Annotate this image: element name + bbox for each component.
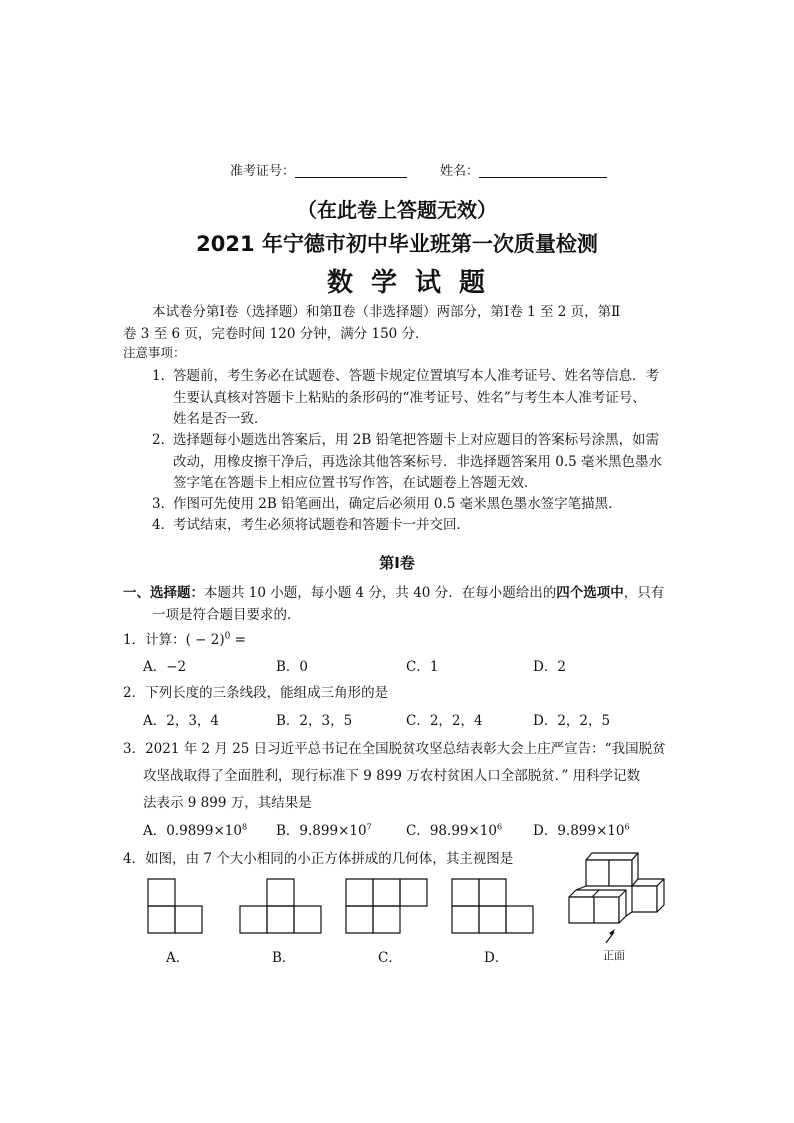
question-1-exponent: 0 bbox=[224, 631, 231, 642]
note-3-line-1: 作图可先使用 2B 铅笔画出，确定后必须用 0.5 毫米黑色墨水签字笔描黑． bbox=[173, 496, 622, 512]
section-1-line-2: 一项是符合题目要求的． bbox=[152, 607, 301, 623]
question-1-stem-a: 计算：( − 2) bbox=[145, 632, 225, 648]
question-3-option-c-base: 98.99×10 bbox=[429, 823, 497, 839]
side-face bbox=[619, 890, 626, 923]
exam-id-blank bbox=[295, 163, 407, 178]
name-label: 姓名： bbox=[440, 164, 480, 179]
question-2-stem: 下列长度的三条线段，能组成三角形的是 bbox=[145, 685, 389, 701]
question-1-option-c: C．1 bbox=[406, 659, 439, 675]
note-2-num: 2． bbox=[152, 432, 175, 448]
exam-id-label: 准考证号： bbox=[230, 164, 296, 179]
fig-c-square bbox=[400, 879, 427, 906]
front-face bbox=[609, 860, 632, 886]
subject-title: 数学试题 bbox=[326, 268, 503, 298]
section-1-prefix: 一、选择题： bbox=[123, 585, 204, 601]
note-2-line-3: 签字笔在答题卡上相应位置书写作答，在试题卷上答题无效． bbox=[173, 475, 538, 491]
note-1-line-2: 生要认真核对答题卡上粘贴的条形码的“准考证号、姓名”与考生本人准考证号、 bbox=[173, 390, 646, 406]
question-3-option-a bbox=[143, 819, 247, 839]
question-4-option-a: A． bbox=[166, 950, 190, 966]
fig-c-square bbox=[346, 879, 373, 906]
fig-a-square bbox=[148, 906, 175, 933]
note-4-line-1: 考试结束，考生必须将试题卷和答题卡一并交回． bbox=[173, 517, 470, 533]
question-1-num: 1． bbox=[123, 632, 146, 648]
edge-line bbox=[626, 912, 632, 916]
exam-title: 2021 年宁德市初中毕业班第一次质量检测 bbox=[196, 232, 598, 256]
note-1-num: 1． bbox=[152, 368, 175, 384]
note-2-line-2: 改动，用橡皮擦干净后，再选涂其他答案标号．非选择题答案用 0.5 毫米黑色墨水 bbox=[173, 454, 663, 470]
fig-b-square bbox=[267, 879, 294, 906]
fig-b-square bbox=[294, 906, 321, 933]
fig-c-square bbox=[373, 906, 400, 933]
question-4 bbox=[123, 847, 513, 867]
note-2-line-1: 选择题每小题选出答案后，用 2B 铅笔把答题卡上对应题目的答案标号涂黑，如需 bbox=[173, 432, 660, 448]
section-1-text-1: 本题共 10 小题，每小题 4 分，共 40 分．在每小题给出的 bbox=[204, 585, 557, 601]
top-face bbox=[586, 853, 638, 860]
question-3-option-d-label: D． bbox=[533, 823, 558, 839]
name-blank bbox=[479, 163, 607, 178]
question-4-stem: 如图，由 7 个大小相同的小正方体拼成的几何体，其主视图是 bbox=[145, 851, 514, 867]
fig-b-square bbox=[240, 906, 267, 933]
question-3-option-b-base: 9.899×10 bbox=[299, 823, 367, 839]
part-1-title: 第Ⅰ卷 bbox=[379, 554, 415, 572]
question-1 bbox=[123, 628, 246, 648]
question-4-figure-d bbox=[450, 877, 537, 935]
fig-d-square bbox=[479, 906, 506, 933]
question-3-option-a-label: A． bbox=[143, 823, 167, 839]
question-4-figure-b bbox=[238, 877, 325, 935]
question-3-text-1: 2021 年 2 月 25 日习近平总书记在全国脱贫攻坚总结表彰大会上庄严宣告：“我国脱贫 bbox=[145, 741, 666, 757]
question-3-line-1 bbox=[123, 737, 666, 757]
question-3-option-d-exp: 6 bbox=[624, 822, 630, 832]
question-3-option-b bbox=[276, 819, 372, 839]
note-4-num: 4． bbox=[152, 517, 175, 533]
front-face bbox=[569, 897, 594, 923]
question-1-option-b: B．0 bbox=[276, 659, 309, 675]
note-1-line-1: 答题前，考生务必在试题卷、答题卡规定位置填写本人准考证号、姓名等信息．考 bbox=[173, 368, 659, 384]
question-3-option-c bbox=[406, 819, 502, 839]
front-face bbox=[632, 886, 657, 912]
question-2-option-c: C．2，2，4 bbox=[406, 713, 483, 729]
notes-label: 注意事项： bbox=[123, 345, 186, 360]
section-1-text-2: ，只有 bbox=[623, 585, 665, 601]
question-1-stem-b: = bbox=[230, 632, 246, 648]
fig-c-square bbox=[346, 906, 373, 933]
question-4-figure-a bbox=[146, 877, 206, 935]
question-4-option-d: D． bbox=[484, 950, 509, 966]
top-face bbox=[569, 890, 599, 897]
question-4-figure-c bbox=[344, 877, 431, 935]
intro-line-1: 本试卷分第Ⅰ卷（选择题）和第Ⅱ卷（非选择题）两部分，第Ⅰ卷 1 至 2 页，第Ⅱ bbox=[152, 304, 621, 320]
fig-d-square bbox=[479, 879, 506, 906]
question-3-option-c-exp: 6 bbox=[496, 822, 503, 832]
question-1-option-d: D．2 bbox=[533, 659, 566, 675]
fig-c-square bbox=[373, 879, 400, 906]
question-2-option-a: A．2，3，4 bbox=[143, 713, 220, 729]
question-3-option-d-base: 9.899×10 bbox=[557, 823, 625, 839]
front-face bbox=[594, 897, 619, 923]
question-4-option-c: C． bbox=[378, 950, 402, 966]
question-1-option-a: A．−2 bbox=[143, 659, 187, 675]
question-3-option-a-exp: 8 bbox=[241, 822, 248, 832]
question-3-line-3: 法表示 9 899 万，其结果是 bbox=[143, 795, 312, 811]
invalid-note: （在此卷上答题无效） bbox=[297, 198, 497, 222]
fig-d-square bbox=[506, 906, 533, 933]
question-4-solid-figure bbox=[562, 846, 674, 946]
intro-line-2: 卷 3 至 6 页，完卷时间 120 分钟，满分 150 分． bbox=[123, 326, 429, 342]
question-2-option-b: B．2，3，5 bbox=[276, 713, 353, 729]
fig-b-square bbox=[267, 906, 294, 933]
question-2-num: 2． bbox=[123, 685, 146, 701]
fig-d-square bbox=[452, 879, 479, 906]
question-3-option-b-exp: 7 bbox=[366, 822, 372, 832]
front-label: 正面 bbox=[603, 949, 625, 962]
question-3-option-b-label: B． bbox=[276, 823, 300, 839]
question-2-option-d: D．2，2，5 bbox=[533, 713, 611, 729]
question-3-option-c-label: C． bbox=[406, 823, 430, 839]
question-3-num: 3． bbox=[123, 741, 146, 757]
exam-id-field bbox=[230, 160, 407, 179]
question-3-line-2: 攻坚战取得了全面胜利，现行标准下 9 899 万农村贫困人口全部脱贫．” 用科学记数 bbox=[143, 768, 641, 784]
question-4-num: 4． bbox=[123, 851, 146, 867]
section-1-bold: 四个选项中 bbox=[556, 585, 624, 601]
note-1-line-3: 姓名是否一致． bbox=[173, 411, 268, 427]
note-3-num: 3． bbox=[152, 496, 175, 512]
fig-a-square bbox=[175, 906, 202, 933]
front-face bbox=[586, 860, 609, 886]
question-3-option-d bbox=[533, 819, 630, 839]
name-field bbox=[440, 160, 607, 179]
question-2 bbox=[123, 681, 388, 701]
section-1-heading bbox=[123, 581, 664, 601]
fig-a-square bbox=[148, 879, 175, 906]
question-4-option-b: B． bbox=[272, 950, 296, 966]
question-3-option-a-base: 0.9899×10 bbox=[166, 823, 242, 839]
fig-d-square bbox=[452, 906, 479, 933]
